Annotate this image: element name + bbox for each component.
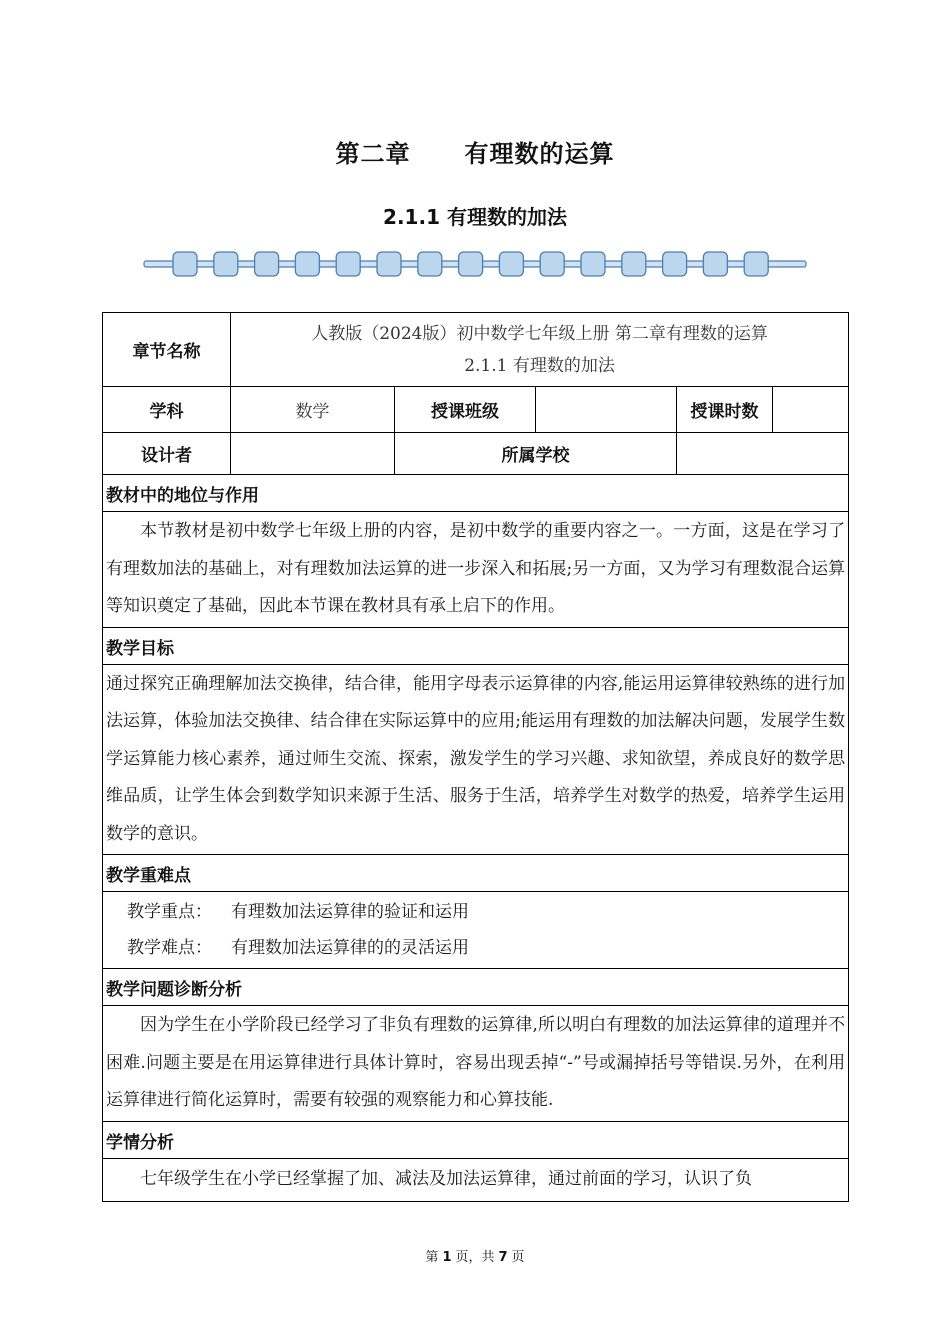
bead-icon xyxy=(173,252,197,276)
bead-icon xyxy=(255,252,279,276)
keypoints-content xyxy=(103,892,849,969)
subject-value: 数学 xyxy=(231,387,395,433)
designer-value xyxy=(231,433,395,475)
school-label: 所属学校 xyxy=(395,433,677,475)
section-title: 2.1.1 有理数的加法 xyxy=(383,205,567,229)
focus-text: 有理数加法运算律的验证和运用 xyxy=(231,902,469,922)
bead-icon xyxy=(581,252,605,276)
bead-icon xyxy=(214,252,238,276)
bead-icon xyxy=(744,252,768,276)
chapter-name: 有理数的运算 xyxy=(464,140,615,168)
difficulty-text: 有理数加法运算律的的灵活运用 xyxy=(231,938,469,958)
students-text: 七年级学生在小学已经掌握了加、减法及加法运算律，通过前面的学习，认识了负 xyxy=(103,1159,849,1202)
bead-icon xyxy=(336,252,360,276)
bead-divider-decoration xyxy=(143,250,807,278)
page-footer xyxy=(0,1246,950,1265)
row-diagnosis-heading xyxy=(103,969,849,1006)
row-diagnosis-text xyxy=(103,1006,849,1122)
students-heading: 学情分析 xyxy=(103,1122,849,1159)
bead-icon xyxy=(418,252,442,276)
row-students-heading xyxy=(103,1122,849,1159)
row-subject xyxy=(103,387,849,433)
diagnosis-text: 因为学生在小学阶段已经学习了非负有理数的运算律,所以明白有理数的加法运算律的道理并不困难.问题主要是在用运算律进行具体计算时，容易出现丢掉“-”号或漏掉括号等错误.另外，在利用运算律进行简化运算时，需要有较强的观察能力和心算技能. xyxy=(103,1006,849,1122)
row-keypoints-heading xyxy=(103,855,849,892)
bead-icon xyxy=(703,252,727,276)
subject-label: 学科 xyxy=(103,387,231,433)
keypoints-heading: 教学重难点 xyxy=(103,855,849,892)
footer-total-pages: 7 xyxy=(498,1250,508,1265)
row-designer xyxy=(103,433,849,475)
bead-icon xyxy=(295,252,319,276)
bead-icon xyxy=(459,252,483,276)
focus-label: 教学重点： xyxy=(127,902,212,922)
difficulty-label: 教学难点： xyxy=(127,938,212,958)
chapter-name-line2: 2.1.1 有理数的加法 xyxy=(464,355,615,376)
footer-page-number: 1 xyxy=(442,1250,452,1265)
role-text: 本节教材是初中数学七年级上册的内容，是初中数学的重要内容之一。一方面，这是在学习了有理数加法的基础上，对有理数加法运算的进一步深入和拓展;另一方面，又为学习有理数混合运算等知识奠定了基础，因此本节课在教材具有承上启下的作用。 xyxy=(103,512,849,628)
diagnosis-heading: 教学问题诊断分析 xyxy=(103,969,849,1006)
bead-icon xyxy=(663,252,687,276)
class-label: 授课班级 xyxy=(395,387,536,433)
lesson-plan-table xyxy=(102,312,849,1202)
hours-value xyxy=(773,387,849,433)
chapter-label: 第二章 xyxy=(335,140,411,168)
row-goals-text xyxy=(103,665,849,855)
row-keypoints-text xyxy=(103,892,849,969)
bead-icon xyxy=(540,252,564,276)
row-students-text xyxy=(103,1159,849,1202)
goals-text: 通过探究正确理解加法交换律，结合律，能用字母表示运算律的内容,能运用运算律较熟练的进行加法运算，体验加法交换律、结合律在实际运算中的应用;能运用有理数的加法解决问题，发展学生数学运算能力核心素养，通过师生交流、探索，激发学生的学习兴趣、求知欲望，养成良好的数学思维品质，让学生体会到数学知识来源于生活、服务于生活，培养学生对数学的热爱，培养学生运用数学的意识。 xyxy=(103,665,849,855)
class-value xyxy=(536,387,677,433)
goals-heading: 教学目标 xyxy=(103,628,849,665)
focus-line xyxy=(127,894,845,930)
footer-middle: 页，共 xyxy=(455,1250,495,1265)
role-heading: 教材中的地位与作用 xyxy=(103,475,849,512)
footer-suffix: 页 xyxy=(511,1250,525,1265)
bead-icon xyxy=(377,252,401,276)
chapter-name-value xyxy=(231,313,849,387)
chapter-title xyxy=(0,134,950,169)
chapter-name-label: 章节名称 xyxy=(103,313,231,387)
row-role-text xyxy=(103,512,849,628)
designer-label: 设计者 xyxy=(103,433,231,475)
bead-icon xyxy=(622,252,646,276)
hours-label: 授课时数 xyxy=(677,387,773,433)
footer-prefix: 第 xyxy=(425,1250,439,1265)
bead-icon xyxy=(499,252,523,276)
row-role-heading xyxy=(103,475,849,512)
school-value xyxy=(677,433,849,475)
row-chapter-name xyxy=(103,313,849,387)
difficulty-line xyxy=(127,930,845,966)
chapter-name-line1: 人教版（2024版）初中数学七年级上册 第二章有理数的运算 xyxy=(311,323,768,344)
row-goals-heading xyxy=(103,628,849,665)
